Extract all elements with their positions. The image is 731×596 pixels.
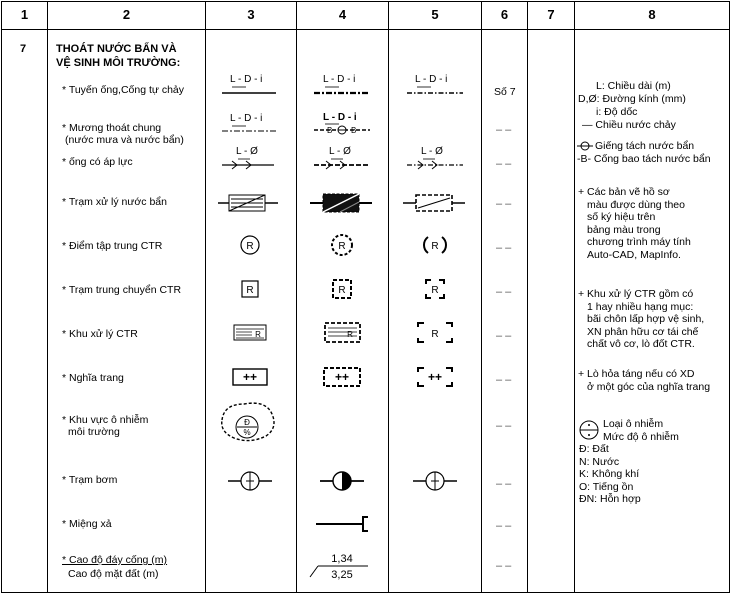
note-line: bãi chôn lấp hợp vệ sinh,	[587, 313, 705, 325]
row-label-collection-point: * Điểm tập trung CTR	[62, 240, 163, 252]
collection-letter-planned: R	[338, 241, 346, 252]
col6-pressure: – –	[496, 158, 512, 170]
note-pollution-codes	[579, 443, 641, 506]
pipe-label-renovated: L - D - i	[415, 74, 448, 85]
invert-elevation-value: 1,34	[331, 553, 353, 565]
section-number: 7	[20, 43, 27, 55]
pipe-label-existing: L - D - i	[230, 74, 263, 85]
collection-point-existing	[241, 236, 259, 254]
transfer-station-planned	[333, 280, 351, 298]
col6-pump: – –	[496, 478, 512, 490]
row-label-pollution: * Khu vực ô nhiễm	[62, 414, 149, 426]
row-label-solid-waste: * Khu xử lý CTR	[62, 328, 138, 340]
col6-transfer: – –	[496, 286, 512, 298]
legend-diameter	[578, 93, 686, 106]
legend-line: — Chiều nước chảy	[582, 119, 676, 131]
col6-elevation: – –	[496, 560, 512, 572]
pump-station-existing	[228, 472, 272, 490]
header-col-5: 5	[431, 6, 439, 22]
cemetery-mark-existing: ++	[242, 370, 258, 384]
treatment-plant-existing	[218, 195, 278, 211]
cemetery-existing	[233, 369, 267, 385]
col6-solid-waste: – –	[496, 330, 512, 342]
ditch-symbol-existing	[222, 113, 276, 131]
legend-line: L: Chiều dài (m)	[596, 80, 671, 92]
col6-treatment: – –	[496, 198, 512, 210]
legend-manhole	[595, 140, 694, 153]
legend-length	[596, 80, 671, 93]
transfer-letter-renovated: R	[431, 285, 439, 296]
header-col-2: 2	[122, 6, 131, 22]
row-label-outfall: * Miệng xả	[62, 518, 112, 530]
pipe-label-planned: L - D - i	[323, 74, 356, 85]
pressure-symbol-planned	[314, 146, 370, 169]
note-line: chất vô cơ, lò đốt CTR.	[587, 338, 695, 350]
pressure-label-planned: L - Ø	[329, 146, 351, 157]
header-col-3: 3	[247, 6, 255, 22]
pressure-symbol-existing	[222, 146, 274, 169]
row-label-pump-station: * Trạm bơm	[62, 474, 118, 486]
collection-letter-renovated: R	[431, 241, 439, 252]
pipe-symbol-renovated	[407, 74, 463, 93]
row-label-transfer-station: * Trạm trung chuyển CTR	[62, 284, 182, 296]
solid-waste-letter-renovated: R	[431, 329, 439, 340]
note-line: O: Tiếng ồn	[579, 480, 634, 493]
row-label-invert-elevation: * Cao độ đáy cống (m)	[62, 554, 168, 566]
note-line: chương trình máy tính	[587, 236, 691, 248]
note-colors	[578, 186, 691, 261]
legend-line: D,Ø: Đường kính (mm)	[578, 93, 686, 105]
note-crematorium	[578, 368, 710, 393]
note-line: N: Nước	[579, 455, 620, 468]
header-col-1: 1	[20, 6, 29, 22]
svg-text:B: B	[327, 126, 333, 135]
col6-cemetery: – –	[496, 374, 512, 386]
cemetery-planned	[324, 368, 360, 386]
note-line: ĐN: Hỗn hợp	[579, 493, 641, 505]
transfer-letter-existing: R	[246, 285, 254, 296]
legend-flow	[582, 119, 676, 132]
treatment-plant-planned	[310, 194, 372, 212]
legend-line: Giếng tách nước bẩn	[595, 140, 695, 152]
collection-point-planned	[332, 235, 352, 255]
note-line: + Lò hỏa táng nếu có XD	[578, 368, 695, 380]
pipe-symbol-planned	[314, 74, 370, 93]
outfall-symbol	[316, 517, 368, 531]
pollution-level-mark: %	[243, 428, 251, 437]
cemetery-mark-renovated: ++	[427, 370, 443, 384]
ditch-label-planned: L - D - i	[323, 112, 357, 123]
legend-slope	[596, 106, 637, 119]
note-line: XN phân hữu cơ tái chế	[587, 325, 699, 338]
note-line: bảng màu trong	[587, 223, 661, 236]
col6-outfall: – –	[496, 520, 512, 532]
treatment-plant-renovated	[403, 195, 465, 211]
row-label-pressure-pipe: * ống có áp lực	[62, 156, 133, 168]
row-label-pipe: * Tuyến ống,Cống tự chảy	[62, 84, 185, 96]
row-label-combined-ditch-2: (nước mưa và nước bẩn)	[65, 134, 184, 146]
transfer-station-renovated	[426, 280, 444, 298]
header-col-4: 4	[338, 6, 347, 22]
solid-waste-renovated	[418, 323, 452, 342]
section-title-line2: VỆ SINH MÔI TRƯỜNG:	[56, 57, 181, 69]
col6-ditch: – –	[496, 124, 512, 136]
solid-waste-existing	[234, 325, 266, 340]
ditch-label-existing: L - D - i	[230, 113, 263, 124]
legend-interceptor	[577, 153, 711, 166]
ditch-symbol-planned	[314, 112, 370, 135]
note-line: số ký hiệu trên	[587, 211, 656, 223]
note-line: Auto-CAD, MapInfo.	[587, 248, 681, 261]
row-label-pollution-2: môi trường	[68, 426, 120, 438]
row-label-cemetery: * Nghĩa trang	[62, 372, 124, 384]
legend-line: i: Độ dốc	[596, 106, 638, 118]
col6-collection: – –	[496, 242, 512, 254]
note-line: ở một góc của nghĩa trang	[587, 380, 711, 393]
note-pollution-type	[603, 418, 679, 443]
solid-waste-planned	[325, 323, 360, 342]
note-solid-waste	[578, 288, 704, 351]
row-label-combined-ditch: * Mương thoát chung	[62, 122, 162, 134]
note-line: màu được dùng theo	[587, 198, 685, 211]
note-line: Loại ô nhiễm	[603, 418, 664, 430]
note-line: + Các bản vẽ hồ sơ	[578, 186, 670, 198]
collection-point-renovated	[424, 237, 446, 253]
transfer-letter-planned: R	[338, 285, 346, 296]
pressure-label-renovated: L - Ø	[421, 146, 443, 157]
header-col-6: 6	[500, 6, 509, 22]
col6-pollution: – –	[496, 420, 512, 432]
ground-elevation-value: 3,25	[331, 569, 353, 581]
section-title-line1: THOÁT NƯỚC BẨN VÀ	[56, 43, 177, 55]
pressure-symbol-renovated	[407, 146, 463, 169]
pump-station-planned	[320, 472, 364, 490]
header-col-7: 7	[547, 6, 555, 22]
note-line: K: Không khí	[579, 468, 640, 480]
header-col-8: 8	[648, 6, 656, 22]
row-label-ground-elevation: Cao độ mặt đất (m)	[68, 568, 159, 580]
pollution-type-mark: Đ	[244, 418, 250, 427]
cemetery-renovated	[418, 368, 452, 386]
collection-letter-existing: R	[246, 241, 254, 252]
note-line: Đ: Đất	[579, 443, 609, 455]
solid-waste-letter-existing: R	[255, 330, 261, 339]
note-line: + Khu xử lý CTR gồm có	[578, 288, 694, 300]
note-line: 1 hay nhiều hạng mục:	[587, 300, 694, 313]
elevation-symbol	[310, 553, 368, 581]
note-line: Mức độ ô nhiễm	[603, 430, 679, 443]
col6-pipe: Số 7	[494, 86, 516, 98]
svg-text:B: B	[351, 126, 357, 135]
row-label-treatment-plant: * Trạm xử lý nước bẩn	[62, 196, 167, 208]
transfer-station-existing	[242, 281, 258, 297]
pollution-area-symbol	[222, 403, 274, 440]
solid-waste-letter-planned: R	[347, 330, 353, 339]
pipe-symbol-existing	[222, 74, 276, 93]
pump-station-renovated	[413, 472, 457, 490]
pressure-label-existing: L - Ø	[236, 146, 258, 157]
legend-line: -B- Cống bao tách nước bẩn	[577, 153, 711, 165]
cemetery-mark-planned: ++	[334, 370, 350, 384]
